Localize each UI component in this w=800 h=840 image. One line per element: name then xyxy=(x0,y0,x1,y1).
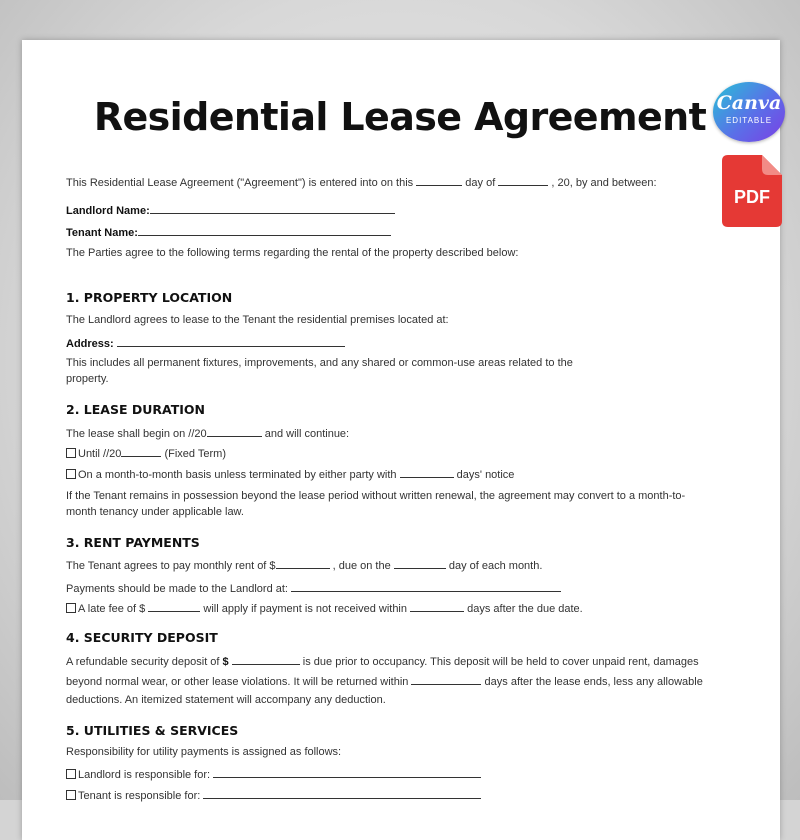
tenant-utilities-field[interactable] xyxy=(203,788,481,799)
month-to-month-text-1: On a month-to-month basis unless terminated by either party with xyxy=(78,469,397,481)
document-title: Residential Lease Agreement xyxy=(93,95,707,139)
late-fee-days-field[interactable] xyxy=(410,601,464,612)
fixtures-text-2: property. xyxy=(66,373,109,385)
holdover-text-2: month tenancy under applicable law. xyxy=(66,506,244,518)
late-fee-checkbox[interactable] xyxy=(66,603,76,613)
late-fee-text-1: A late fee of $ xyxy=(78,603,146,615)
month-to-month-text-2: days' notice xyxy=(456,469,515,481)
tenant-utilities-label: Tenant is responsible for: xyxy=(78,790,201,802)
lease-begin-line xyxy=(66,426,349,440)
rent-text-2: , due on the xyxy=(332,560,391,572)
month-to-month-checkbox[interactable] xyxy=(66,469,76,479)
utilities-intro: Responsibility for utility payments is assigned as follows: xyxy=(66,746,342,758)
section-3-heading: 3. RENT PAYMENTS xyxy=(66,535,200,550)
holdover-text-1: If the Tenant remains in possession beyond the lease period without written renewal, the agreement may convert to a month-to- xyxy=(66,490,686,502)
landlord-utilities-label: Landlord is responsible for: xyxy=(78,769,211,781)
rent-line xyxy=(66,558,542,572)
deposit-amount-field[interactable] xyxy=(232,654,300,665)
intro-text-3: , 20, by and between: xyxy=(551,177,657,189)
lease-begin-text-2: and will continue: xyxy=(264,428,350,440)
landlord-name-line xyxy=(66,203,395,217)
deposit-text-1: A refundable security deposit of xyxy=(66,656,220,668)
intro-line xyxy=(66,175,657,189)
canva-logo: Canva xyxy=(716,92,782,114)
intro-text-1: This Residential Lease Agreement ("Agreement") is entered into on this xyxy=(66,177,414,189)
late-fee-text-3: days after the due date. xyxy=(467,603,583,615)
deposit-text-2: is due prior to occupancy. This deposit will be held to cover unpaid rent, damages xyxy=(302,656,699,668)
fixtures-text-1: This includes all permanent fixtures, improvements, and any shared or common-use areas related to the xyxy=(66,357,573,369)
payment-location-field[interactable] xyxy=(291,581,561,592)
late-fee-text-2: will apply if payment is not received within xyxy=(203,603,407,615)
month-blank[interactable] xyxy=(498,175,548,186)
section-2-heading: 2. LEASE DURATION xyxy=(66,402,205,417)
parties-text: The Parties agree to the following terms regarding the rental of the property described below: xyxy=(66,247,519,259)
late-fee-option xyxy=(66,601,583,615)
fixed-term-option xyxy=(66,446,226,460)
late-fee-amount-field[interactable] xyxy=(148,601,200,612)
tenant-name-line xyxy=(66,225,391,239)
deposit-text-5: deductions. An itemized statement will accompany any deduction. xyxy=(66,694,386,706)
canva-editable-badge[interactable] xyxy=(713,82,785,142)
deposit-line-2 xyxy=(66,674,703,688)
pdf-file-icon[interactable] xyxy=(722,155,782,227)
landlord-utilities-field[interactable] xyxy=(213,767,481,778)
section-1-heading: 1. PROPERTY LOCATION xyxy=(66,290,233,305)
deposit-text-3: beyond normal wear, or other lease violations. It will be returned within xyxy=(66,676,409,688)
section-1-text: The Landlord agrees to lease to the Tenant the residential premises located at: xyxy=(66,314,449,326)
rent-text-1: The Tenant agrees to pay monthly rent of $ xyxy=(66,560,276,572)
lease-begin-text-1: The lease shall begin on //20 xyxy=(66,428,207,440)
address-label: Address: xyxy=(66,338,114,350)
deposit-return-days-field[interactable] xyxy=(411,674,481,685)
rent-due-day-field[interactable] xyxy=(394,558,446,569)
deposit-dollar-sign: $ xyxy=(222,656,229,668)
landlord-utilities-option xyxy=(66,767,481,781)
deposit-line-1 xyxy=(66,654,699,668)
landlord-utilities-checkbox[interactable] xyxy=(66,769,76,779)
deposit-text-4: days after the lease ends, less any allowable xyxy=(484,676,703,688)
rent-amount-field[interactable] xyxy=(276,558,330,569)
landlord-name-label: Landlord Name: xyxy=(66,205,150,217)
tenant-utilities-checkbox[interactable] xyxy=(66,790,76,800)
notice-days-field[interactable] xyxy=(400,467,454,478)
rent-text-3: day of each month. xyxy=(448,560,543,572)
payments-text: Payments should be made to the Landlord at: xyxy=(66,583,288,595)
landlord-name-field[interactable] xyxy=(150,203,395,214)
document-page xyxy=(22,40,780,840)
canva-editable-label: EDITABLE xyxy=(725,116,773,125)
address-line xyxy=(66,336,345,350)
day-blank[interactable] xyxy=(416,175,462,186)
intro-text-2: day of xyxy=(465,177,496,189)
fixed-term-text-2: (Fixed Term) xyxy=(164,448,227,460)
month-to-month-option xyxy=(66,467,514,481)
fixed-term-checkbox[interactable] xyxy=(66,448,76,458)
fixed-term-text-1: Until //20 xyxy=(78,448,122,460)
tenant-name-field[interactable] xyxy=(138,225,391,236)
section-4-heading: 4. SECURITY DEPOSIT xyxy=(66,630,218,645)
fixed-term-year-field[interactable] xyxy=(121,446,161,457)
lease-begin-year-field[interactable] xyxy=(207,426,262,437)
pdf-label: PDF xyxy=(734,187,770,207)
address-field[interactable] xyxy=(117,336,345,347)
tenant-name-label: Tenant Name: xyxy=(66,227,138,239)
section-5-heading: 5. UTILITIES & SERVICES xyxy=(66,723,239,738)
payments-line xyxy=(66,581,561,595)
